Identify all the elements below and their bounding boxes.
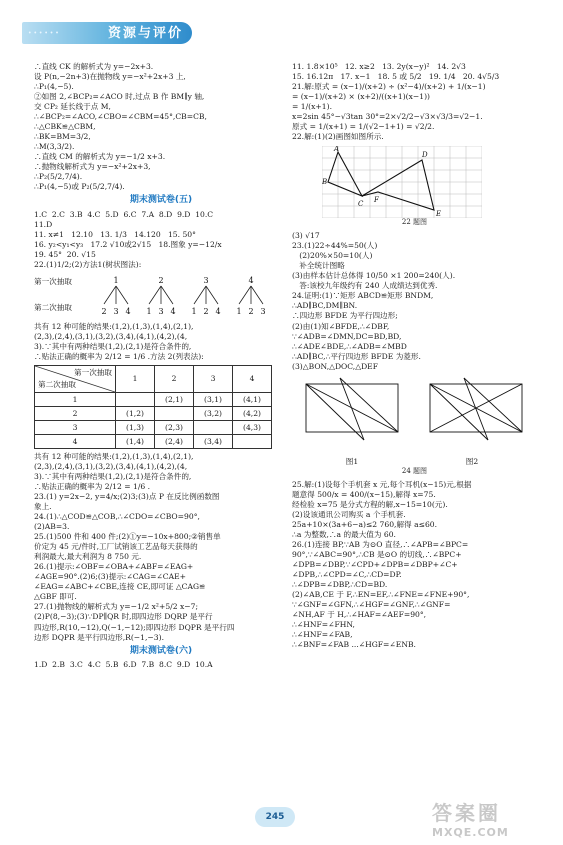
tree-branch bbox=[161, 286, 173, 304]
tree-node-second: 4 bbox=[215, 307, 221, 317]
table-cell: (4,1) bbox=[233, 393, 272, 407]
point-label: E bbox=[436, 210, 442, 219]
table-row bbox=[35, 435, 272, 449]
point-label: B bbox=[322, 178, 328, 187]
text-line: ∴∠HNF=∠FAB, bbox=[292, 630, 353, 640]
figure-22 bbox=[292, 146, 537, 227]
tree-node-second: 2 bbox=[101, 307, 107, 317]
tree-diagram bbox=[34, 274, 288, 318]
text-line: 3).∵其中有两种结果(1,2),(2,1)是符合条件的, bbox=[34, 472, 192, 482]
tree-node-first: 4 bbox=[248, 276, 254, 286]
text-line: 价定为 45 元/件时,工厂试销该工艺品每天获得的 bbox=[34, 542, 198, 552]
text-line: ∴∠BNF=∠FAB ...∠HGF=∠ENB. bbox=[292, 640, 416, 650]
text-line: (2)设该通讯公司购买 a 个手机套. bbox=[292, 509, 406, 519]
figure-24 bbox=[292, 376, 537, 476]
tree-branch bbox=[104, 286, 116, 304]
table-corner-cell bbox=[35, 366, 116, 393]
text-line: 90°,∵∠ABC=90°,∴CB 是⊙O 的切线,∴∠BPC+ bbox=[292, 549, 462, 559]
text-line: 21.解:原式 = (x−1)/(x+2) ÷ (x²−4)/(x+2) + 1/(x−1) bbox=[292, 82, 486, 92]
table-cell: (3,1) bbox=[194, 393, 233, 407]
tree-node-first: 1 bbox=[113, 276, 119, 286]
point-label: C bbox=[358, 200, 364, 209]
quad-def bbox=[362, 160, 434, 210]
watermark-bottom: MXQE.COM bbox=[432, 826, 509, 840]
table-row-label: 3 bbox=[35, 421, 116, 435]
tree-node-second: 3 bbox=[158, 307, 164, 317]
table-row bbox=[35, 421, 272, 435]
text-line: (3)由样本估计总体得 10/50 ×1 200=240(人). bbox=[292, 271, 456, 281]
section-heading-exam-5: 期末测试卷(五) bbox=[129, 195, 193, 206]
tree-label-second: 第二次抽取 bbox=[34, 303, 72, 313]
text-line: ∴P₁(4,−5). bbox=[34, 82, 74, 92]
tree-branch bbox=[194, 286, 206, 304]
figure-22-caption: 22 题图 bbox=[401, 218, 428, 227]
text-line: 11. x≠1 12.10 13. 1/3 14.120 15. 50° bbox=[34, 230, 196, 240]
text-line: = 1/(x+1). bbox=[292, 102, 332, 112]
watermark-top: 答案圈 bbox=[432, 801, 501, 825]
text-line: 3).∵其中有两种结果(1,2),(2,1)是符合条件的, bbox=[34, 342, 192, 352]
text-line: △GBF 即可. bbox=[34, 592, 77, 602]
text-line: 22.解:(1)(2)画图如图所示. bbox=[292, 132, 384, 142]
text-line: (3)△BON,△DOC,△DEF bbox=[292, 361, 378, 371]
text-line: 15. 16.12π 17. x−1 18. 5 或 5/2 19. 1/4 20. 4√5/3 bbox=[292, 72, 500, 82]
text-line: ∴∠BCP₂=∠ACO,∠CBO=∠CBM=45°,CB=CB, bbox=[34, 112, 207, 122]
text-line: 四边形,R(10,−12),Q(−1,−12);即四边形 DQPR 是平行四 bbox=[34, 622, 235, 632]
right-lines-a bbox=[292, 62, 537, 142]
section-heading-exam-6: 期末测试卷(六) bbox=[129, 645, 193, 656]
probability-table bbox=[34, 365, 272, 449]
text-line: (2)P(8,−3);(3)∵DP∥QR 时,即四边形 DQRP 是平行 bbox=[34, 612, 213, 622]
tree-label-first: 第一次抽取 bbox=[34, 277, 72, 287]
tree-branch bbox=[239, 286, 251, 304]
table-cell: (1,3) bbox=[116, 421, 155, 435]
text-line: ∴M(3,3/2). bbox=[34, 142, 75, 152]
fig-label: 图2 bbox=[465, 456, 479, 466]
tree-node-second: 1 bbox=[191, 307, 197, 317]
tree-node-second: 2 bbox=[203, 307, 209, 317]
text-line: 边形 DQPR 是平行四边形,R(−1,−3). bbox=[34, 632, 164, 642]
text-line: = (x−1)/(x+2) × (x+2)/((x+1)(x−1)) bbox=[292, 92, 431, 102]
table-row bbox=[35, 393, 272, 407]
table-cell: (2,1) bbox=[155, 393, 194, 407]
text-line: 19. 45° 20. √15 bbox=[34, 250, 96, 260]
grid-figure-22 bbox=[322, 146, 482, 218]
table-row-label: 1 bbox=[35, 393, 116, 407]
table-cell bbox=[116, 393, 155, 407]
tree-branch bbox=[116, 286, 128, 304]
text-line: (2,3),(2,4),(3,1),(3,2),(3,4),(4,1),(4,2),(4, bbox=[34, 462, 188, 472]
text-line: ②如图 2,∠BCP₂=∠ACO 时,过点 B 作 BM∥y 轴, bbox=[34, 92, 205, 102]
table-row-label: 4 bbox=[35, 435, 116, 449]
text-line: 27.(1)抛物线的解析式为 y=−1/2 x²+5/2 x−7; bbox=[34, 602, 199, 612]
text-line: x=2sin 45°−√3tan 30°=2×√2/2−√3×√3/3=√2−1. bbox=[292, 112, 483, 122]
tree-svg bbox=[96, 274, 276, 318]
point-label: F bbox=[374, 196, 379, 205]
text-line: 24.(1)∴△COD≌△COB,∴∠CDO=∠CBO=90°, bbox=[34, 512, 200, 522]
text-line: 原式 = 1/(x+1) = 1/(√2−1+1) = √2/2. bbox=[292, 122, 435, 132]
text-line: 25a+10×(3a+6−a)≤2 760,解得 a≤60. bbox=[292, 519, 438, 529]
table-col-header: 3 bbox=[194, 366, 233, 393]
text-line: ∴AD∥BC,∴平行四边形 BFDE 为菱形. bbox=[292, 351, 421, 361]
table-row bbox=[35, 407, 272, 421]
text-line: ∴∠HNF=∠FHN, bbox=[292, 620, 355, 630]
text-line: 24.证明:(1)∵矩形 ABCD≌矩形 BNDM, bbox=[292, 291, 434, 301]
text-line: 利润最大,最大利润为 8 750 元. bbox=[34, 552, 142, 562]
text-line: 共有 12 种可能的结果:(1,2),(1,3),(1,4),(2,1), bbox=[34, 322, 194, 332]
text-line: ∵∠GNF=∠GFN,∴∠HGF=∠GNF,∴∠GNF= bbox=[292, 600, 451, 610]
right-lines-b bbox=[292, 231, 537, 371]
table-cell bbox=[233, 435, 272, 449]
text-line: 11.D bbox=[34, 220, 53, 230]
table-cell: (4,2) bbox=[233, 407, 272, 421]
text-line: 25.(1)500 件和 400 件;(2)①y=−10x+800;②销售单 bbox=[34, 532, 221, 542]
table-cell: (4,3) bbox=[233, 421, 272, 435]
text-line: (2)20%×50=10(人) bbox=[292, 251, 373, 261]
text-line: ∴∠ADE∠BDE,∴∠ADB=∠MBD bbox=[292, 341, 407, 351]
table-cell bbox=[194, 421, 233, 435]
text-line: ∴P₁(4,−5)或 P₂(5/2,7/4). bbox=[34, 182, 125, 192]
text-line: ∴AD∥BC,DM∥BN. bbox=[292, 301, 358, 311]
text-line: ∴直线 CM 的解析式为 y=−1/2 x+3. bbox=[34, 152, 166, 162]
table-row bbox=[35, 366, 272, 393]
table-cell: (1,2) bbox=[116, 407, 155, 421]
table-corner-top: 第一次抽取 bbox=[74, 368, 112, 378]
text-line: 经检验 x=75 是分式方程的解,x−15=10(元). bbox=[292, 499, 448, 509]
watermark-logo bbox=[432, 800, 550, 840]
tree-node-second: 1 bbox=[236, 307, 242, 317]
table-col-header: 2 bbox=[155, 366, 194, 393]
right-lines-c bbox=[292, 480, 537, 650]
text-line: 26.(1)连接 BP,∵AB 为⊙O 直径,∴∠APB=∠BPC= bbox=[292, 539, 469, 549]
tree-branch bbox=[251, 286, 263, 304]
text-line: (2)由(1)知∠BFDE,∴∠DBF, bbox=[292, 321, 390, 331]
figure-24-svg bbox=[292, 376, 532, 454]
tree-node-second: 3 bbox=[260, 307, 266, 317]
text-line: (3) √17 bbox=[292, 231, 320, 241]
left-lines-a bbox=[34, 62, 288, 192]
left-lines-d bbox=[34, 452, 288, 642]
table-cell: (3,4) bbox=[194, 435, 233, 449]
table-corner-bottom: 第二次抽取 bbox=[38, 380, 76, 390]
page-header bbox=[22, 20, 197, 46]
tree-branch bbox=[149, 286, 161, 304]
text-line: ∠EAG=∠ABC+∠CBE,连接 CE,即可证 △CAG≌ bbox=[34, 582, 206, 592]
figure-24-sublabels bbox=[292, 457, 532, 467]
figure-24-caption: 24 题图 bbox=[401, 466, 428, 475]
text-line: 26.(1)提示:∠OBF=∠OBA+∠ABF=∠EAG+ bbox=[34, 562, 194, 572]
text-line: ∠DPB,∴∠CPD=∠C,∴CD=DP. bbox=[292, 569, 402, 579]
text-line: 22.(1)1/2;(2)方法1(树状图法): bbox=[34, 260, 142, 270]
table-cell bbox=[155, 407, 194, 421]
text-line: ∵∠ADB=∠DMN,DC=BD,BD, bbox=[292, 331, 402, 341]
left-column bbox=[34, 62, 288, 670]
tree-node-second: 3 bbox=[113, 307, 119, 317]
text-line: ∴P₂(5/2,7/4). bbox=[34, 172, 83, 182]
header-dots: • • • • • • bbox=[28, 30, 59, 37]
table-cell: (2,3) bbox=[155, 421, 194, 435]
tree-node-second: 4 bbox=[170, 307, 176, 317]
triangle-abc bbox=[328, 152, 362, 196]
text-line: (2,3),(2,4),(3,1),(3,2),(3,4),(4,1),(4,2),(4, bbox=[34, 332, 188, 342]
tree-branch bbox=[206, 286, 218, 304]
text-line: 设 P(n,−2n+3)在抛物线 y=−x²+2x+3 上, bbox=[34, 72, 186, 82]
text-line: 23.(1) y=2x−2, y=4/x;(2)3;(3)点 P 在反比例函数图 bbox=[34, 492, 220, 502]
fig-label: 图1 bbox=[345, 456, 359, 466]
text-line: 11. 1.8×10⁵ 12. x≥2 13. 2y(x−y)² 14. 2√3 bbox=[292, 62, 466, 71]
left-lines-b bbox=[34, 210, 288, 270]
tree-labels bbox=[34, 274, 96, 316]
text-line: 象上. bbox=[34, 502, 52, 512]
table-col-header: 4 bbox=[233, 366, 272, 393]
text-line: 题意得 500/x = 400/(x−15),解得 x=75. bbox=[292, 489, 436, 499]
text-line: ∴贴法正确的概率为 2/12 = 1/6 . bbox=[34, 482, 151, 492]
text-line: ∴∠DPB=∠DBP,∴CD=BD. bbox=[292, 580, 388, 589]
right-column bbox=[292, 62, 537, 650]
text-line: 交 CP₂ 延长线于点 M, bbox=[34, 102, 111, 112]
text-line: 答:该校九年级约有 240 人成绩达到优秀. bbox=[292, 281, 438, 291]
text-line: ∴贴法正确的概率为 2/12 = 1/6 .方法 2(列表法): bbox=[34, 352, 204, 362]
text-line: ∴四边形 BFDE 为平行四边形; bbox=[292, 311, 398, 321]
table-cell: (3,2) bbox=[194, 407, 233, 421]
left-lines-c bbox=[34, 322, 288, 362]
header-title: 资源与评价 bbox=[108, 26, 184, 41]
tree-node-second: 1 bbox=[146, 307, 152, 317]
text-line: 25.解:(1)设每个手机套 x 元,每个耳机(x−15)元,根据 bbox=[292, 479, 472, 489]
text-line: 补全统计图略 bbox=[292, 261, 345, 271]
tree-node-second: 4 bbox=[125, 307, 131, 317]
tree-node-first: 2 bbox=[158, 276, 164, 286]
table-row-label: 2 bbox=[35, 407, 116, 421]
text-line: (2)∠AB,CE 于 F,∴EN=EF,∴∠FNE=∠FNE+90°, bbox=[292, 590, 470, 600]
text-line: 1.C 2.C 3.B 4.C 5.D 6.C 7.A 8.D 9.D 10.C bbox=[34, 210, 214, 220]
table-cell: (1,4) bbox=[116, 435, 155, 449]
text-line: ∴a 为整数,∴a 的最大值为 60. bbox=[292, 529, 396, 539]
tree-node-first: 3 bbox=[203, 276, 209, 286]
table-col-header: 1 bbox=[116, 366, 155, 393]
text-line: ∴△CBK≌△CBM, bbox=[34, 122, 96, 132]
table-cell: (2,4) bbox=[155, 435, 194, 449]
text-line: (2)AB=3. bbox=[34, 522, 70, 532]
text-line: ∴BK=BM=3/2, bbox=[34, 132, 91, 142]
text-line: ∠DPB=∠DBP,∵∠CPD+∠DPB=∠DBP+∠C+ bbox=[292, 559, 458, 569]
text-line: ∴抛物线解析式为 y=−x²+2x+3, bbox=[34, 162, 151, 172]
text-line: 共有 12 种可能的结果:(1,2),(1,3),(1,4),(2,1), bbox=[34, 452, 194, 462]
text-line: 16. y₂<y₁<y₃ 17.2 √10或2√15 18.图象 y=−12/x bbox=[34, 240, 222, 250]
text-line: ∠NH,AF 于 H,∴∠HAF=∠AEF=90°, bbox=[292, 610, 427, 620]
text-line: 23.(1)22÷44%=50(人) bbox=[292, 241, 378, 251]
text-line: 1.D 2.B 3.C 4.C 5.B 6.D 7.B 8.C 9.D 10.A bbox=[34, 660, 213, 670]
point-label: A bbox=[334, 146, 340, 154]
tree-node-second: 2 bbox=[248, 307, 254, 317]
text-line: ∠AGE=90°.(2)6;(3)提示:∠CAG=∠CAE+ bbox=[34, 572, 186, 582]
text-line: ∴直线 CK 的解析式为 y=−2x+3. bbox=[34, 62, 154, 71]
point-label: D bbox=[422, 151, 428, 160]
left-lines-e bbox=[34, 660, 288, 670]
page-number: 245 bbox=[255, 807, 295, 827]
